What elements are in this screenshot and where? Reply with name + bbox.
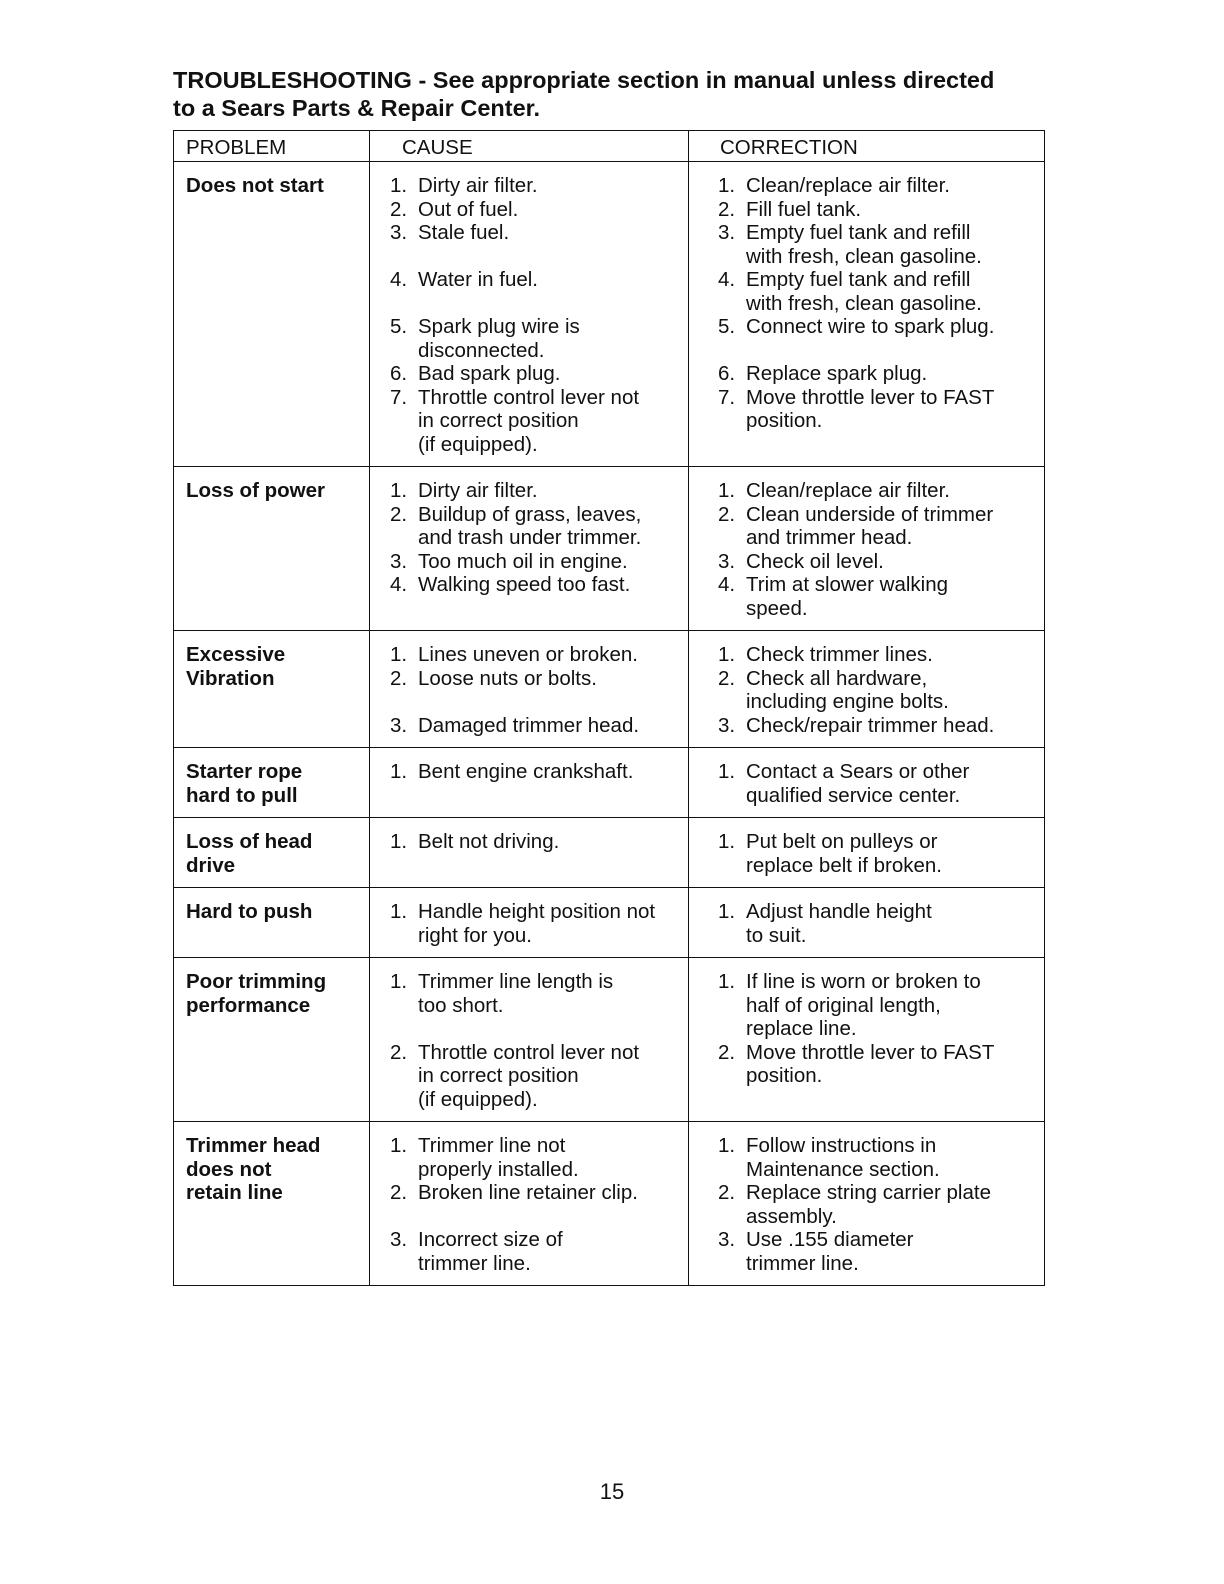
item-text [418, 315, 684, 362]
item-text-line: Replace spark plug. [746, 362, 928, 385]
item-text-line: Incorrect size of [418, 1228, 563, 1251]
problem-text-line: hard to pull [186, 783, 298, 807]
item-text-line: trimmer line. [746, 1251, 859, 1275]
item-number: 2. [718, 197, 736, 221]
item-text [746, 315, 1040, 339]
item-text-line: Adjust handle height [746, 900, 932, 923]
problem-text-line: Starter rope [186, 760, 303, 783]
table-row [174, 1122, 1045, 1286]
correction-cell [689, 162, 1045, 467]
item-number: 1. [390, 900, 408, 923]
item-text-line: speed. [746, 596, 808, 620]
item-text-line: qualified service center. [746, 783, 961, 807]
item-text-line: (if equipped). [418, 432, 538, 456]
problem-cell [174, 958, 370, 1122]
cause-cell [370, 958, 689, 1122]
item-text [418, 1041, 684, 1112]
item-text-line: Trimmer line not [418, 1134, 566, 1157]
item-number: 1. [390, 479, 408, 502]
item-text [746, 198, 1040, 222]
item-text-line: Check trimmer lines. [746, 643, 933, 666]
column-header-correction: CORRECTION [689, 131, 1045, 162]
item-text-line: Clean/replace air filter. [746, 479, 950, 502]
item-text [418, 830, 684, 854]
cause-item [390, 830, 684, 854]
item-text-line: Contact a Sears or other [746, 760, 970, 783]
item-number: 3. [390, 549, 408, 573]
column-header-cause: CAUSE [370, 131, 689, 162]
problem-cell [174, 631, 370, 748]
item-number: 1. [718, 760, 736, 783]
correction-cell [689, 1122, 1045, 1286]
item-text-line: Throttle control lever not [418, 1040, 640, 1064]
item-number: 4. [390, 573, 408, 596]
item-number: 1. [718, 643, 736, 666]
item-text [746, 362, 1040, 386]
item-text-line: with fresh, clean gasoline. [746, 291, 982, 315]
item-text [746, 221, 1040, 268]
cause-item [390, 1228, 684, 1275]
item-text-line: in correct position [418, 1064, 579, 1087]
item-text-line: Spark plug wire is [418, 315, 580, 338]
item-text-line: Check oil level. [746, 549, 884, 573]
item-text [746, 1041, 1040, 1088]
item-number: 2. [390, 502, 408, 526]
item-text-line: Throttle control lever not [418, 385, 640, 409]
correction-item [718, 900, 1040, 947]
cause-cell [370, 162, 689, 467]
item-text [418, 714, 684, 738]
table-row [174, 888, 1045, 958]
problem-cell [174, 748, 370, 818]
item-text-line: Empty fuel tank and refill [746, 268, 971, 291]
item-number: 3. [718, 221, 736, 244]
item-number: 1. [390, 174, 408, 197]
item-text [418, 174, 684, 198]
item-text-line: Fill fuel tank. [746, 197, 862, 221]
cause-item [390, 315, 684, 362]
item-text-line: position. [746, 409, 823, 432]
cause-item [390, 479, 684, 503]
item-text-line: Broken line retainer clip. [418, 1181, 638, 1204]
item-text-line: Empty fuel tank and refill [746, 221, 971, 244]
item-text-line: disconnected. [418, 338, 545, 362]
item-text-line: assembly. [746, 1204, 837, 1228]
table-row [174, 748, 1045, 818]
item-text-line: Walking speed too fast. [418, 573, 631, 596]
item-text-line: position. [746, 1064, 823, 1087]
item-number: 2. [390, 1181, 408, 1204]
correction-item [718, 550, 1040, 574]
problem-cell [174, 888, 370, 958]
problem-text-line: retain line [186, 1181, 283, 1204]
item-number: 2. [390, 1040, 408, 1064]
cause-item [390, 1134, 684, 1181]
item-text-line: Maintenance section. [746, 1157, 940, 1181]
correction-item [718, 315, 1040, 339]
cause-item [390, 221, 684, 245]
item-text [746, 970, 1040, 1041]
item-text-line: Move throttle lever to FAST [746, 385, 995, 409]
item-text-line: and trash under trimmer. [418, 526, 642, 549]
item-text [418, 643, 684, 667]
item-text-line: Lines uneven or broken. [418, 643, 638, 666]
problem-text-line: Hard to push [186, 900, 313, 923]
item-number: 2. [390, 666, 408, 690]
problem-text-line: drive [186, 853, 235, 877]
item-text-line: Check/repair trimmer head. [746, 713, 995, 737]
item-text [418, 550, 684, 574]
problem-text-line: Excessive [186, 643, 286, 666]
item-number: 3. [390, 1228, 408, 1251]
item-text [418, 573, 684, 597]
cause-item [390, 573, 684, 597]
table-row [174, 818, 1045, 888]
item-text-line: Replace string carrier plate [746, 1181, 991, 1204]
item-text-line: half of original length, [746, 993, 941, 1017]
item-number: 5. [390, 315, 408, 338]
item-text [418, 1134, 684, 1181]
item-text-line: Check all hardware, [746, 666, 928, 690]
correction-item [718, 714, 1040, 738]
correction-item [718, 503, 1040, 550]
item-number: 6. [718, 362, 736, 385]
item-text [418, 900, 684, 947]
item-text [746, 268, 1040, 315]
item-number: 2. [718, 1181, 736, 1204]
table-row [174, 162, 1045, 467]
table-row [174, 631, 1045, 748]
problem-text-line: Loss of head [186, 830, 313, 853]
cause-item [390, 714, 684, 738]
item-text [746, 830, 1040, 877]
item-text-line: Belt not driving. [418, 830, 560, 853]
correction-item [718, 198, 1040, 222]
item-text [746, 573, 1040, 620]
cause-cell [370, 748, 689, 818]
item-text [746, 643, 1040, 667]
item-text-line: to suit. [746, 923, 807, 947]
item-text-line: Buildup of grass, leaves, [418, 502, 642, 526]
item-number: 1. [390, 760, 408, 783]
correction-item [718, 643, 1040, 667]
item-number: 5. [718, 315, 736, 338]
correction-item [718, 970, 1040, 1041]
item-text-line: Too much oil in engine. [418, 549, 628, 573]
item-text-line: (if equipped). [418, 1087, 538, 1111]
item-text-line: with fresh, clean gasoline. [746, 244, 982, 268]
item-text-line: replace line. [746, 1017, 857, 1040]
item-text [746, 503, 1040, 550]
table-body [174, 162, 1045, 1286]
item-text-line: Water in fuel. [418, 268, 539, 291]
correction-item [718, 174, 1040, 198]
cause-item [390, 386, 684, 457]
item-number: 1. [390, 643, 408, 666]
item-text [746, 760, 1040, 807]
item-text [746, 174, 1040, 198]
item-number: 1. [718, 174, 736, 197]
item-number: 7. [718, 385, 736, 409]
item-text [418, 503, 684, 550]
cause-item [390, 503, 684, 550]
cause-item [390, 1181, 684, 1205]
item-number: 4. [718, 573, 736, 596]
correction-item [718, 1228, 1040, 1275]
item-text-line: Use .155 diameter [746, 1228, 914, 1251]
problem-text-line: Trimmer head [186, 1134, 321, 1157]
item-text-line: Put belt on pulleys or [746, 830, 938, 853]
correction-cell [689, 748, 1045, 818]
correction-cell [689, 888, 1045, 958]
correction-item [718, 667, 1040, 714]
item-text-line: If line is worn or broken to [746, 970, 981, 993]
cause-item [390, 643, 684, 667]
correction-item [718, 830, 1040, 877]
problem-text-line: does not [186, 1157, 272, 1181]
item-text-line: in correct position [418, 409, 579, 432]
correction-item [718, 362, 1040, 386]
item-number: 1. [718, 830, 736, 853]
item-text [746, 550, 1040, 574]
item-text [746, 1134, 1040, 1181]
correction-item [718, 573, 1040, 620]
table-row [174, 958, 1045, 1122]
cause-item [390, 268, 684, 292]
correction-cell [689, 467, 1045, 631]
table-row [174, 467, 1045, 631]
item-text-line: trimmer line. [418, 1251, 531, 1275]
page-heading [173, 66, 1073, 122]
item-text-line: Dirty air filter. [418, 479, 538, 502]
item-number: 2. [718, 666, 736, 690]
item-text-line: Loose nuts or bolts. [418, 666, 597, 690]
cause-cell [370, 888, 689, 958]
correction-item [718, 1041, 1040, 1088]
problem-cell [174, 162, 370, 467]
item-number: 1. [718, 900, 736, 923]
item-text [418, 362, 684, 386]
item-number: 3. [718, 549, 736, 573]
problem-text-line: Poor trimming [186, 970, 327, 993]
page-number: 15 [599, 1479, 625, 1504]
item-number: 3. [390, 713, 408, 737]
cause-item [390, 198, 684, 222]
item-text [746, 386, 1040, 433]
problem-cell [174, 1122, 370, 1286]
column-header-problem: PROBLEM [174, 131, 370, 162]
problem-text-line: Loss of power [186, 479, 325, 502]
correction-cell [689, 631, 1045, 748]
item-number: 1. [718, 970, 736, 993]
item-text-line: Handle height position not [418, 900, 656, 923]
item-text-line: Dirty air filter. [418, 174, 538, 197]
item-text [418, 268, 684, 292]
item-number: 4. [718, 268, 736, 291]
item-number: 1. [390, 1134, 408, 1157]
item-text [746, 900, 1040, 947]
item-text [746, 1228, 1040, 1275]
correction-cell [689, 818, 1045, 888]
problem-text-line: Does not start [186, 174, 324, 197]
item-text-line: Bad spark plug. [418, 362, 561, 385]
correction-item [718, 268, 1040, 315]
item-text [746, 1181, 1040, 1228]
correction-item [718, 1181, 1040, 1228]
item-text-line: Clean underside of trimmer [746, 502, 994, 526]
problem-text-line: Vibration [186, 666, 275, 690]
correction-cell [689, 958, 1045, 1122]
item-text [746, 714, 1040, 738]
cause-item [390, 174, 684, 198]
item-number: 1. [390, 830, 408, 853]
item-text-line: properly installed. [418, 1157, 579, 1181]
item-text-line: Damaged trimmer head. [418, 713, 640, 737]
item-text-line: Trimmer line length is [418, 970, 614, 993]
item-number: 6. [390, 362, 408, 385]
item-text [418, 479, 684, 503]
item-number: 3. [718, 1228, 736, 1251]
item-text [418, 760, 684, 784]
correction-item [718, 221, 1040, 268]
item-text [418, 667, 684, 691]
item-text-line: too short. [418, 993, 504, 1017]
item-number: 1. [718, 1134, 736, 1157]
item-number: 3. [718, 713, 736, 737]
item-text [418, 198, 684, 222]
problem-text-line: performance [186, 993, 311, 1017]
item-text [418, 221, 684, 245]
item-text-line: Trim at slower walking [746, 573, 949, 596]
cause-item [390, 900, 684, 947]
cause-item [390, 760, 684, 784]
item-text-line: Connect wire to spark plug. [746, 315, 995, 338]
correction-item [718, 760, 1040, 807]
cause-item [390, 1041, 684, 1112]
item-text-line: and trimmer head. [746, 526, 913, 549]
item-number: 4. [390, 268, 408, 291]
heading-line-2: to a Sears Parts & Repair Center. [173, 95, 541, 121]
problem-cell [174, 818, 370, 888]
cause-item [390, 970, 684, 1017]
item-text-line: Bent engine crankshaft. [418, 760, 634, 783]
correction-item [718, 1134, 1040, 1181]
item-number: 7. [390, 385, 408, 409]
item-text [418, 970, 684, 1017]
item-number: 1. [718, 479, 736, 502]
cause-item [390, 667, 684, 691]
item-text-line: including engine bolts. [746, 690, 949, 713]
problem-cell [174, 467, 370, 631]
cause-cell [370, 818, 689, 888]
item-text [418, 386, 684, 457]
troubleshooting-table [173, 130, 1045, 1286]
cause-item [390, 550, 684, 574]
item-text-line: Clean/replace air filter. [746, 174, 950, 197]
item-text [418, 1181, 684, 1205]
table-header-row [174, 131, 1045, 162]
correction-item [718, 386, 1040, 433]
cause-cell [370, 1122, 689, 1286]
heading-line-1: TROUBLESHOOTING - See appropriate section in manual unless directed [173, 67, 995, 93]
item-text [418, 1228, 684, 1275]
item-number: 3. [390, 221, 408, 244]
correction-item [718, 479, 1040, 503]
cause-cell [370, 631, 689, 748]
item-text-line: replace belt if broken. [746, 853, 943, 877]
item-number: 2. [718, 1040, 736, 1064]
item-number: 1. [390, 970, 408, 993]
item-text-line: Move throttle lever to FAST [746, 1040, 995, 1064]
cause-item [390, 362, 684, 386]
item-text-line: Stale fuel. [418, 221, 510, 244]
item-text-line: Out of fuel. [418, 197, 519, 221]
item-text [746, 667, 1040, 714]
item-text [746, 479, 1040, 503]
item-text-line: right for you. [418, 923, 532, 947]
cause-cell [370, 467, 689, 631]
item-text-line: Follow instructions in [746, 1134, 937, 1157]
item-number: 2. [390, 197, 408, 221]
item-number: 2. [718, 502, 736, 526]
